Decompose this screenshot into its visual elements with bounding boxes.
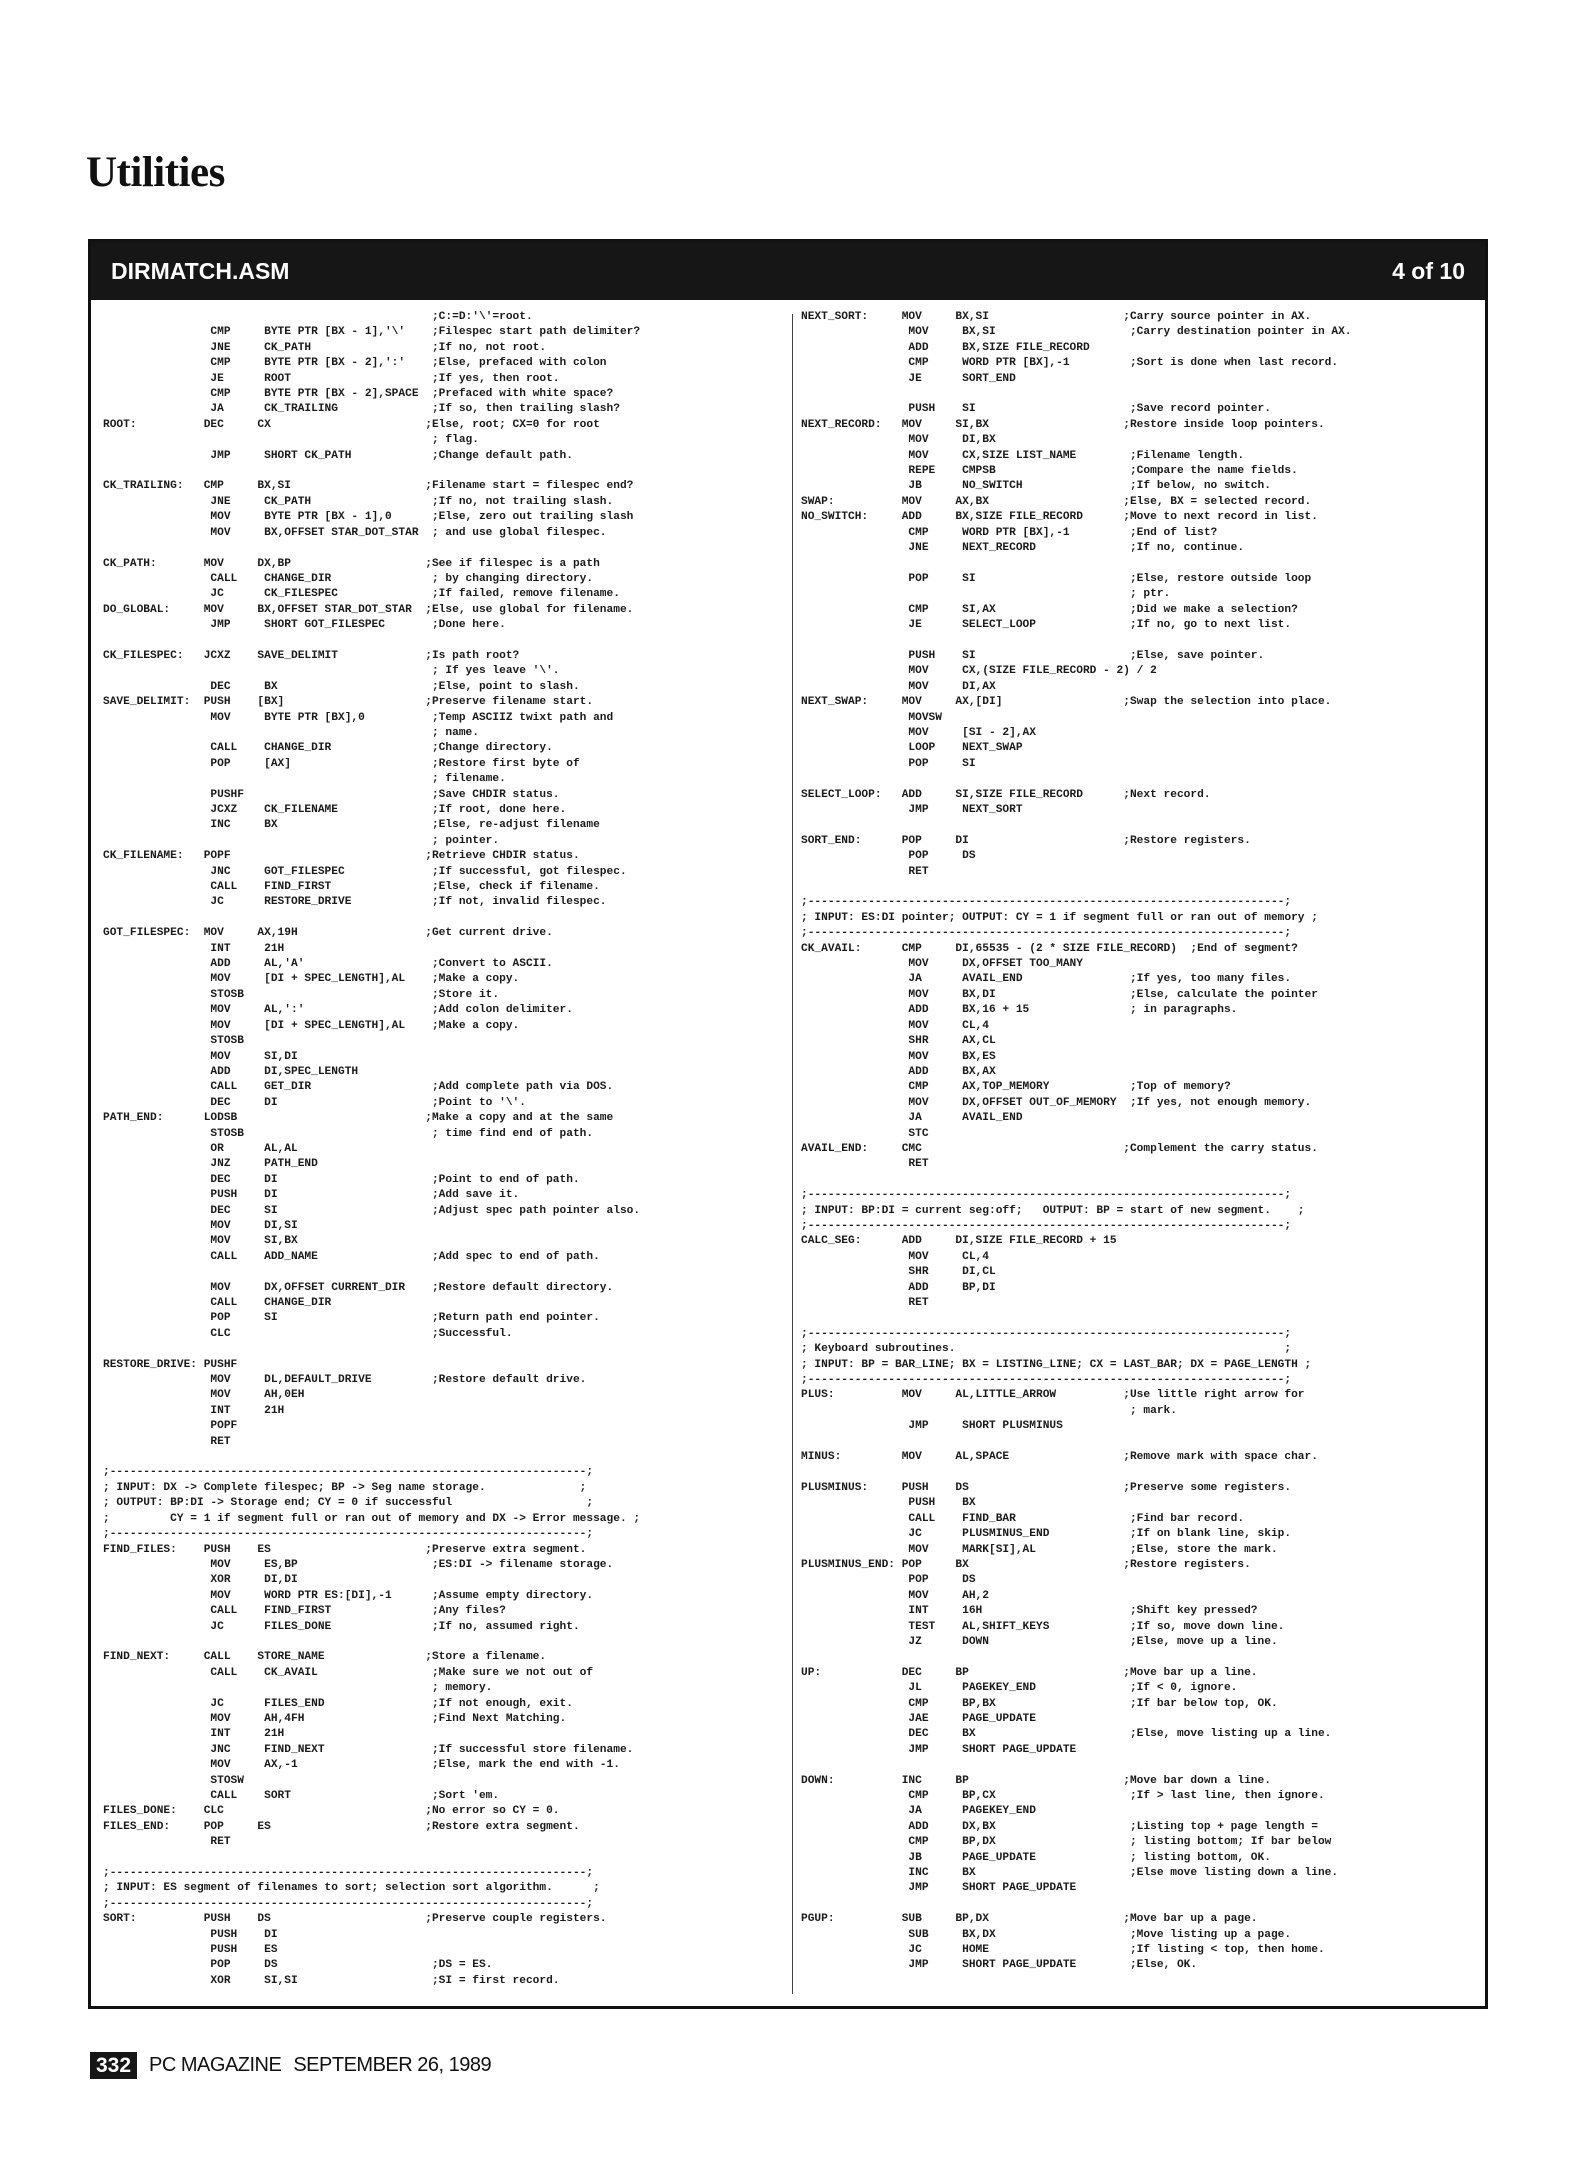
code-line: PATH_END: LODSB ;Make a copy and at the same [103,1112,614,1125]
code-line: MOV CL,4 [801,1250,989,1263]
code-line: CMP BP,CX ;If > last line, then ignore. [801,1790,1325,1802]
code-line: JMP SHORT CK_PATH ;Change default path. [103,449,573,462]
code-line: JZ DOWN ;Else, move up a line. [801,1635,1278,1648]
code-line: DEC BX ;Else, move listing up a line. [801,1728,1332,1741]
code-line: SUB BX,DX ;Move listing up a page. [801,1928,1292,1941]
code-line: ROOT: DEC CX ;Else, root; CX=0 for root [103,418,600,431]
code-line: MOV CX,(SIZE FILE_RECORD - 2) / 2 [801,665,1157,678]
code-line: CMP BP,DX ; listing bottom; If bar below [801,1836,1332,1849]
code-line: MOV [SI - 2],AX [801,726,1036,739]
code-line: PLUS: MOV AL,LITTLE_ARROW ;Use little right arrow for [801,1389,1305,1402]
code-line: ADD BX,16 + 15 ; in paragraphs. [801,1004,1238,1017]
code-line: CMP BYTE PTR [BX - 1],'\' ;Filespec start path delimiter? [103,326,641,339]
code-line: POP SI [801,757,976,770]
code-line: ;-----------------------------------------------------------------------; [103,1867,594,1880]
code-line: JE SORT_END [801,372,1016,385]
code-line: PUSHF ;Save CHDIR status. [103,788,560,801]
code-line: INC BX ;Else move listing down a line. [801,1867,1339,1880]
code-line: JNC GOT_FILESPEC ;If successful, got filespec. [103,865,627,878]
code-line: JNE NEXT_RECORD ;If no, continue. [801,542,1245,555]
code-line: MOV DL,DEFAULT_DRIVE ;Restore default drive. [103,1374,587,1387]
listing-filename: DIRMATCH.ASM [111,257,290,284]
code-line: JL PAGEKEY_END ;If < 0, ignore. [801,1682,1238,1695]
code-line: GOT_FILESPEC: MOV AX,19H ;Get current drive. [103,927,553,940]
code-line: ; If yes leave '\'. [103,665,560,678]
code-line: POP DS [801,850,976,863]
code-line: MOV BYTE PTR [BX - 1],0 ;Else, zero out trailing slash [103,511,634,524]
code-line: OR AL,AL [103,1142,298,1155]
code-line: MOV DI,BX [801,434,996,447]
code-line: RET [801,1297,929,1309]
code-line: FILES_END: POP ES ;Restore extra segment. [103,1820,580,1833]
column-divider [792,314,793,1994]
code-line: STOSB ; time find end of path. [103,1127,594,1140]
code-line: MOV DI,SI [103,1219,298,1232]
code-line: CALL CHANGE_DIR ; by changing directory. [103,572,594,585]
code-line: MOVSW [801,711,942,724]
code-line: CALL FIND_BAR ;Find bar record. [801,1512,1245,1525]
code-line: MOV MARK[SI],AL ;Else, store the mark. [801,1543,1278,1556]
code-line: PLUSMINUS: PUSH DS ;Preserve some registers. [801,1481,1292,1494]
code-line: ; INPUT: ES segment of filenames to sort; selection sort algorithm. ; [103,1882,600,1895]
code-line: JNZ PATH_END [103,1158,318,1171]
code-line: CLC ;Successful. [103,1327,513,1340]
publication-name: PC MAGAZINE [149,2054,282,2076]
code-line: REPE CMPSB ;Compare the name fields. [801,465,1298,478]
code-line: AVAIL_END: CMC ;Complement the carry status. [801,1142,1318,1155]
code-line: DEC DI ;Point to '\'. [103,1096,526,1109]
code-line: MOV AX,-1 ;Else, mark the end with -1. [103,1759,620,1772]
code-line: JE SELECT_LOOP ;If no, go to next list. [801,619,1292,632]
code-line: ADD AL,'A' ;Convert to ASCII. [103,958,553,971]
code-line: ;-----------------------------------------------------------------------; [103,1528,594,1541]
code-line: ; INPUT: BP = BAR_LINE; BX = LISTING_LINE; CX = LAST_BAR; DX = PAGE_LENGTH ; [801,1358,1312,1371]
code-line: CALL FIND_FIRST ;Any files? [103,1605,506,1618]
code-line: CMP SI,AX ;Did we make a selection? [801,603,1298,616]
code-line: SAVE_DELIMIT: PUSH [BX] ;Preserve filename start. [103,696,594,709]
code-line: JC RESTORE_DRIVE ;If not, invalid filespec. [103,896,607,909]
code-line: JCXZ CK_FILENAME ;If root, done here. [103,804,567,816]
code-line: MOV [DI + SPEC_LENGTH],AL ;Make a copy. [103,973,520,986]
code-line: CK_TRAILING: CMP BX,SI ;Filename start = filespec end? [103,480,634,493]
code-line: CMP WORD PTR [BX],-1 ;End of list? [801,526,1218,539]
code-line: NEXT_SORT: MOV BX,SI ;Carry source pointer in AX. [801,311,1312,323]
code-line: ;-----------------------------------------------------------------------; [801,927,1292,940]
code-line: JB NO_SWITCH ;If below, no switch. [801,480,1271,493]
code-line: CK_FILESPEC: JCXZ SAVE_DELIMIT ;Is path root? [103,649,520,662]
code-line: ; pointer. [103,834,500,847]
code-line: ; name. [103,726,479,739]
code-line: CMP BYTE PTR [BX - 2],':' ;Else, prefaced with colon [103,357,607,370]
code-line: MOV BX,SI ;Carry destination pointer in AX. [801,326,1352,339]
code-line: CALC_SEG: ADD DI,SIZE FILE_RECORD + 15 [801,1235,1117,1248]
code-line: POP [AX] ;Restore first byte of [103,757,580,770]
code-line: STC [801,1127,929,1140]
code-line: INT 21H [103,1728,285,1741]
code-line: MOV AH,4FH ;Find Next Matching. [103,1712,567,1725]
code-listing [88,239,1488,2009]
code-line: ADD DI,SPEC_LENGTH [103,1065,359,1078]
code-line: MOV [DI + SPEC_LENGTH],AL ;Make a copy. [103,1019,520,1032]
code-line: JC FILES_DONE ;If no, assumed right. [103,1620,580,1633]
code-line: CALL FIND_FIRST ;Else, check if filename. [103,881,600,894]
code-line: JA PAGEKEY_END [801,1805,1036,1818]
listing-columns [91,310,1485,1998]
code-line: PUSH SI ;Else, save pointer. [801,649,1265,662]
code-line: DEC BX ;Else, point to slash. [103,680,580,693]
code-line: JNC FIND_NEXT ;If successful store filename. [103,1743,634,1756]
code-line: ;C:=D:'\'=root. [103,311,533,323]
code-line: SELECT_LOOP: ADD SI,SIZE FILE_RECORD ;Next record. [801,788,1211,801]
page-footer [90,2052,491,2079]
code-line: CK_FILENAME: POPF ;Retrieve CHDIR status. [103,850,580,863]
code-line: MOV DX,OFFSET CURRENT_DIR ;Restore default directory. [103,1281,614,1294]
code-line: MOV BX,ES [801,1050,996,1063]
code-line: ADD BX,AX [801,1065,996,1078]
code-line: MOV DX,OFFSET TOO_MANY [801,958,1083,971]
code-line: ;-----------------------------------------------------------------------; [103,1897,594,1910]
code-line: JC FILES_END ;If not enough, exit. [103,1697,573,1710]
code-line: STOSW [103,1774,244,1787]
code-line: PUSH BX [801,1497,976,1510]
code-line: ; INPUT: DX -> Complete filespec; BP -> Seg name storage. ; [103,1481,587,1494]
code-line: ;-----------------------------------------------------------------------; [801,1327,1292,1340]
code-line: INT 21H [103,1404,285,1417]
code-line: RESTORE_DRIVE: PUSHF [103,1358,238,1371]
code-line: DEC DI ;Point to end of path. [103,1173,580,1186]
code-line: XOR SI,SI ;SI = first record. [103,1974,560,1987]
code-line: CMP WORD PTR [BX],-1 ;Sort is done when last record. [801,357,1339,370]
code-line: TEST AL,SHIFT_KEYS ;If so, move down line. [801,1620,1285,1633]
code-line: RET [103,1836,231,1849]
code-line: ;-----------------------------------------------------------------------; [801,1374,1292,1387]
code-line: CALL CHANGE_DIR ;Change directory. [103,742,553,755]
code-line: SORT: PUSH DS ;Preserve couple registers. [103,1913,607,1926]
code-line: ; ptr. [801,588,1171,601]
code-line: MOV AH,2 [801,1589,989,1602]
code-line: MOV AH,0EH [103,1389,305,1402]
code-line: JMP SHORT GOT_FILESPEC ;Done here. [103,619,506,632]
code-line: JA CK_TRAILING ;If so, then trailing slash? [103,403,620,416]
code-line: MOV BYTE PTR [BX],0 ;Temp ASCIIZ twixt path and [103,711,614,724]
code-line: JMP SHORT PAGE_UPDATE [801,1743,1077,1756]
code-line: ;-----------------------------------------------------------------------; [801,1189,1292,1202]
code-line: CK_PATH: MOV DX,BP ;See if filespec is a path [103,557,600,570]
code-line: ; CY = 1 if segment full or ran out of memory and DX -> Error message. ; [103,1512,641,1525]
code-line: DEC SI ;Adjust spec path pointer also. [103,1204,641,1217]
code-line: DOWN: INC BP ;Move bar down a line. [801,1774,1271,1787]
code-line: FIND_NEXT: CALL STORE_NAME ;Store a filename. [103,1651,547,1664]
publication-date: SEPTEMBER 26, 1989 [293,2054,492,2076]
code-line: MOV ES,BP ;ES:DI -> filename storage. [103,1558,614,1571]
code-line: POP SI ;Else, restore outside loop [801,572,1312,585]
code-line: MOV CL,4 [801,1019,989,1032]
code-line: ; INPUT: BP:DI = current seg:off; OUTPUT: BP = start of new segment. ; [801,1204,1305,1217]
code-line: ;-----------------------------------------------------------------------; [801,1219,1292,1232]
code-line: SHR DI,CL [801,1266,996,1279]
code-line: INC BX ;Else, re-adjust filename [103,819,600,832]
code-line: RET [801,865,929,878]
code-line: NEXT_SWAP: MOV AX,[DI] ;Swap the selection into place. [801,696,1332,709]
code-line: ; INPUT: ES:DI pointer; OUTPUT: CY = 1 if segment full or ran out of memory ; [801,911,1318,924]
code-line: MOV BX,OFFSET STAR_DOT_STAR ; and use global filespec. [103,526,607,539]
code-line: PUSH SI ;Save record pointer. [801,403,1271,416]
code-line: PUSH DI ;Add save it. [103,1189,520,1202]
code-line: ADD BP,DI [801,1281,996,1294]
code-line: MOV DI,AX [801,680,996,693]
code-line: JNE CK_PATH ;If no, not root. [103,341,547,354]
code-line: NEXT_RECORD: MOV SI,BX ;Restore inside loop pointers. [801,418,1325,431]
listing-page-indicator: 4 of 10 [1392,257,1465,284]
code-line: MOV DX,OFFSET OUT_OF_MEMORY ;If yes, not enough memory. [801,1096,1312,1109]
code-line: MINUS: MOV AL,SPACE ;Remove mark with space char. [801,1451,1318,1464]
code-line: ;-----------------------------------------------------------------------; [801,896,1292,909]
code-line: ADD BX,SIZE FILE_RECORD [801,341,1090,354]
code-line: JB PAGE_UPDATE ; listing bottom, OK. [801,1851,1271,1864]
code-line: ; mark. [801,1404,1177,1417]
code-line: CALL GET_DIR ;Add complete path via DOS. [103,1081,614,1094]
code-line: CALL SORT ;Sort 'em. [103,1790,500,1802]
code-line: MOV CX,SIZE LIST_NAME ;Filename length. [801,449,1245,462]
code-line: FILES_DONE: CLC ;No error so CY = 0. [103,1805,560,1818]
page-number: 332 [90,2052,137,2079]
code-line: STOSB [103,1035,244,1048]
code-line: PUSH ES [103,1944,278,1957]
code-line: ; memory. [103,1682,493,1695]
code-line: PUSH DI [103,1928,278,1941]
code-line: SORT_END: POP DI ;Restore registers. [801,834,1251,847]
code-line: INT 16H ;Shift key pressed? [801,1605,1258,1618]
code-line: JAE PAGE_UPDATE [801,1712,1036,1725]
code-line: JE ROOT ;If yes, then root. [103,372,560,385]
code-line: JC PLUSMINUS_END ;If on blank line, skip. [801,1528,1292,1541]
code-line: JMP SHORT PLUSMINUS [801,1420,1063,1433]
section-title: Utilities [86,149,225,196]
code-line: CMP BP,BX ;If bar below top, OK. [801,1697,1278,1710]
code-line: ; Keyboard subroutines. ; [801,1343,1292,1356]
code-line: PLUSMINUS_END: POP BX ;Restore registers. [801,1558,1251,1571]
code-line: MOV SI,DI [103,1050,298,1063]
code-column-right [801,310,1486,1974]
code-line: CALL ADD_NAME ;Add spec to end of path. [103,1250,600,1263]
code-line: CMP BYTE PTR [BX - 2],SPACE ;Prefaced with white space? [103,388,614,401]
code-line: RET [103,1435,231,1448]
code-line: JC HOME ;If listing < top, then home. [801,1944,1325,1957]
code-line: SWAP: MOV AX,BX ;Else, BX = selected record. [801,495,1312,508]
code-line: INT 21H [103,942,285,955]
code-line: XOR DI,DI [103,1574,298,1587]
code-line: UP: DEC BP ;Move bar up a line. [801,1666,1258,1679]
code-line: POP DS ;DS = ES. [103,1959,493,1972]
code-line: POPF [103,1420,238,1433]
code-line: MOV WORD PTR ES:[DI],-1 ;Assume empty directory. [103,1589,594,1602]
code-line: JC CK_FILESPEC ;If failed, remove filename. [103,588,620,601]
code-line: CK_AVAIL: CMP DI,65535 - (2 * SIZE FILE_RECORD) ;End of segment? [801,942,1298,955]
code-column-left [103,310,783,1989]
code-line: ; filename. [103,773,506,786]
code-line: RET [801,1158,929,1171]
code-line: CALL CHANGE_DIR [103,1297,332,1309]
code-line: ; OUTPUT: BP:DI -> Storage end; CY = 0 if successful ; [103,1497,594,1510]
code-line: FIND_FILES: PUSH ES ;Preserve extra segment. [103,1543,587,1556]
code-line: JNE CK_PATH ;If no, not trailing slash. [103,495,614,508]
code-line: JA AVAIL_END ;If yes, too many files. [801,973,1292,986]
code-line: SHR AX,CL [801,1035,996,1048]
code-line: PGUP: SUB BP,DX ;Move bar up a page. [801,1913,1258,1926]
code-line: JMP SHORT PAGE_UPDATE ;Else, OK. [801,1959,1198,1972]
code-line: JA AVAIL_END [801,1112,1023,1125]
code-line: CALL CK_AVAIL ;Make sure we not out of [103,1666,594,1679]
code-line: ;-----------------------------------------------------------------------; [103,1466,594,1479]
listing-header [91,242,1485,300]
code-line: NO_SWITCH: ADD BX,SIZE FILE_RECORD ;Move to next record in list. [801,511,1318,524]
code-line: CMP AX,TOP_MEMORY ;Top of memory? [801,1081,1231,1094]
code-line: POP DS [801,1574,976,1587]
code-line: MOV AL,':' ;Add colon delimiter. [103,1004,573,1017]
code-line: JMP NEXT_SORT [801,804,1023,816]
code-line: POP SI ;Return path end pointer. [103,1312,600,1325]
code-line: STOSB ;Store it. [103,988,500,1001]
code-line: LOOP NEXT_SWAP [801,742,1023,755]
code-line: DO_GLOBAL: MOV BX,OFFSET STAR_DOT_STAR ;Else, use global for filename. [103,603,634,616]
code-line: JMP SHORT PAGE_UPDATE [801,1882,1077,1895]
code-line: ; flag. [103,434,479,447]
code-line: MOV SI,BX [103,1235,298,1248]
code-line: ADD DX,BX ;Listing top + page length = [801,1820,1318,1833]
code-line: MOV BX,DI ;Else, calculate the pointer [801,988,1318,1001]
